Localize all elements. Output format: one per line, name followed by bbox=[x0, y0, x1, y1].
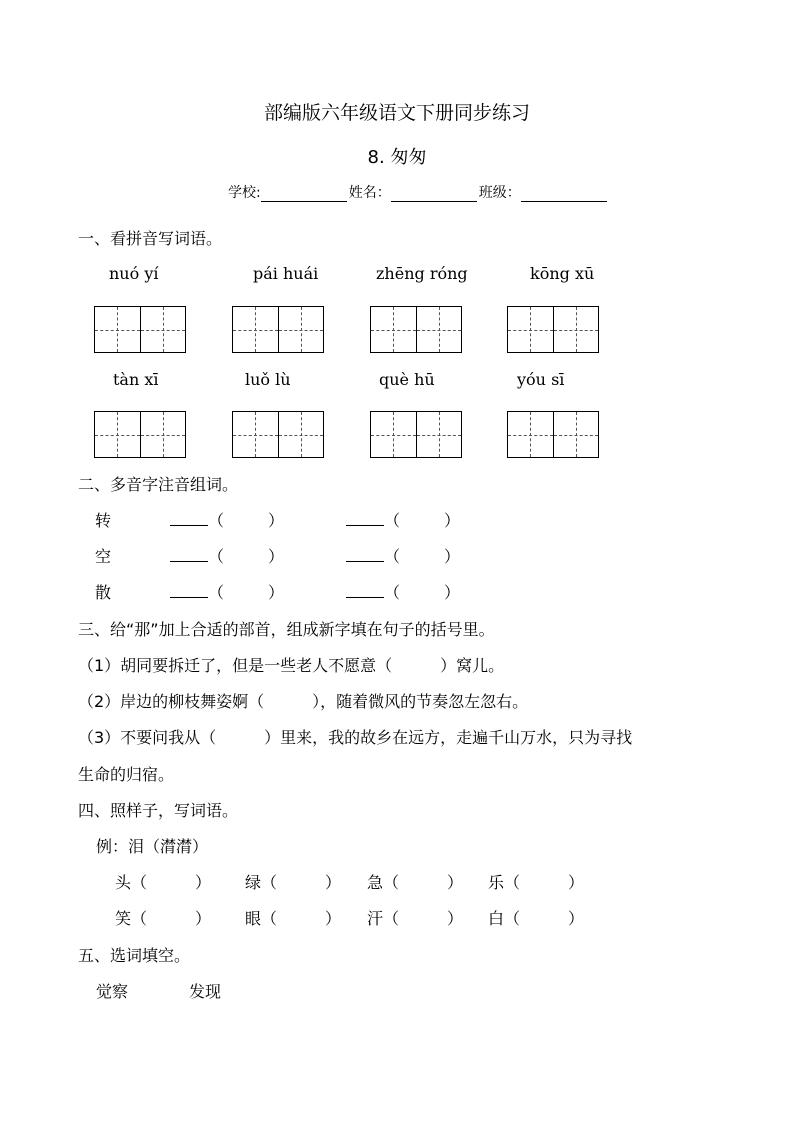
word-option: 发现 bbox=[189, 982, 222, 1001]
polyphone-answer[interactable]: （ ） bbox=[346, 508, 460, 531]
sentence-3-continued: 生命的归宿。 bbox=[78, 765, 175, 784]
section5-heading: 五、选词填空。 bbox=[78, 946, 191, 965]
polyphone-char: 转 bbox=[95, 511, 112, 530]
section2-heading: 二、多音字注音组词。 bbox=[78, 475, 239, 494]
polyphone-answer[interactable]: （ ） bbox=[346, 544, 460, 567]
pinyin-label: què hū bbox=[379, 370, 435, 389]
character-grid[interactable] bbox=[94, 306, 186, 353]
class-blank[interactable] bbox=[521, 185, 607, 202]
word-blank[interactable]: 白（ ） bbox=[488, 909, 585, 928]
school-label: 学校: bbox=[228, 185, 261, 201]
word-blank[interactable]: 汗（ ） bbox=[367, 909, 464, 928]
pinyin-label: luǒ lù bbox=[245, 370, 291, 389]
sentence-3: （3）不要问我从（ ）里来，我的故乡在远方，走遍千山万水，只为寻找 bbox=[78, 728, 633, 747]
character-grid[interactable] bbox=[507, 306, 599, 353]
name-blank[interactable] bbox=[391, 185, 477, 202]
character-grid[interactable] bbox=[232, 411, 324, 458]
pinyin-label: tàn xī bbox=[113, 370, 159, 389]
character-grid[interactable] bbox=[232, 306, 324, 353]
sentence-2: （2）岸边的柳枝舞姿婀（ ），随着微风的节奏忽左忽右。 bbox=[78, 692, 529, 711]
polyphone-char: 散 bbox=[95, 583, 112, 602]
word-blank[interactable]: 绿（ ） bbox=[245, 873, 342, 892]
student-info-line bbox=[228, 182, 609, 202]
polyphone-answer[interactable]: （ ） bbox=[170, 580, 284, 603]
class-label: 班级： bbox=[478, 185, 521, 201]
pinyin-label: yóu sī bbox=[517, 370, 565, 389]
word-blank[interactable]: 乐（ ） bbox=[488, 873, 585, 892]
pinyin-label: kōng xū bbox=[530, 264, 595, 283]
section3-heading: 三、给“那”加上合适的部首，组成新字填在句子的括号里。 bbox=[78, 620, 495, 639]
polyphone-answer[interactable]: （ ） bbox=[170, 544, 284, 567]
section1-heading: 一、看拼音写词语。 bbox=[78, 229, 223, 248]
word-blank[interactable]: 急（ ） bbox=[367, 873, 464, 892]
character-grid[interactable] bbox=[507, 411, 599, 458]
character-grid[interactable] bbox=[94, 411, 186, 458]
example-text: 例：泪（潸潸） bbox=[96, 837, 209, 856]
section4-heading: 四、照样子，写词语。 bbox=[78, 801, 239, 820]
lesson-title: 8. 匆匆 bbox=[367, 147, 427, 168]
pinyin-label: nuó yí bbox=[109, 264, 159, 283]
page-title: 部编版六年级语文下册同步练习 bbox=[263, 102, 530, 124]
sentence-1: （1）胡同要拆迁了，但是一些老人不愿意（ ）窝儿。 bbox=[78, 656, 505, 675]
polyphone-answer[interactable]: （ ） bbox=[170, 508, 284, 531]
character-grid[interactable] bbox=[370, 411, 462, 458]
word-blank[interactable]: 头（ ） bbox=[115, 873, 212, 892]
school-blank[interactable] bbox=[261, 185, 347, 202]
name-label: 姓名： bbox=[348, 185, 391, 201]
word-blank[interactable]: 眼（ ） bbox=[245, 909, 342, 928]
polyphone-char: 空 bbox=[95, 547, 112, 566]
polyphone-answer[interactable]: （ ） bbox=[346, 580, 460, 603]
pinyin-label: pái huái bbox=[253, 264, 319, 283]
character-grid[interactable] bbox=[370, 306, 462, 353]
word-option: 觉察 bbox=[96, 982, 129, 1001]
pinyin-label: zhēng róng bbox=[376, 264, 468, 283]
word-blank[interactable]: 笑（ ） bbox=[115, 909, 212, 928]
